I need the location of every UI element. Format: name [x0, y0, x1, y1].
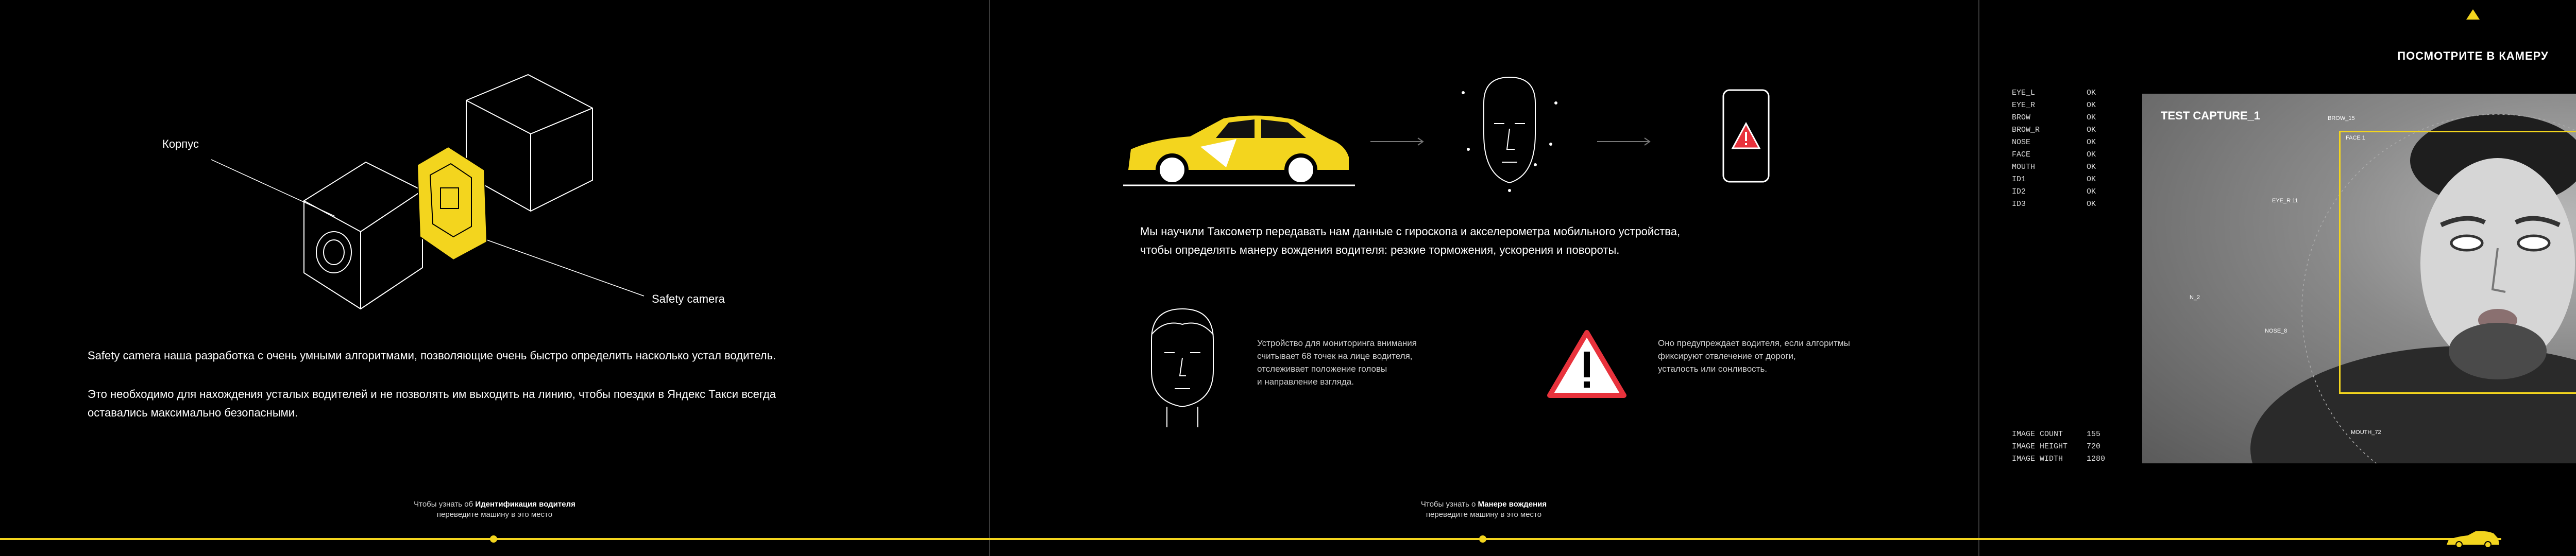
status-row — [2012, 150, 2115, 163]
status-value: OK — [2087, 89, 2096, 97]
status-value: OK — [2087, 113, 2096, 122]
checkpoint-dot[interactable] — [1479, 535, 1486, 543]
footer-hint-bold: Манере вождения — [1478, 500, 1547, 509]
taxi-car-slider-handle[interactable] — [2445, 530, 2501, 548]
footer-hint-driving: Чтобы узнать о Манере вождения переведите машину в это место — [1420, 500, 1547, 519]
status-row — [2012, 101, 2115, 113]
landmark-nose: NOSE_8 — [2265, 328, 2287, 334]
status-key: EYE_L — [2012, 89, 2036, 97]
landmark-eye-r: EYE_R 11 — [2272, 198, 2298, 204]
monitor-text-line2: считывает 68 точек на лице водителя, — [1257, 351, 1413, 361]
status-key: FACE — [2012, 150, 2031, 159]
status-row — [2012, 200, 2115, 212]
stat-key: IMAGE HEIGHT — [2012, 442, 2068, 451]
label-safety-camera: Safety camera — [652, 292, 725, 305]
capture-title: TEST CAPTURE_1 — [2161, 109, 2261, 122]
status-row — [2012, 126, 2115, 138]
stat-row — [2012, 442, 2115, 455]
stat-key: IMAGE WIDTH — [2012, 455, 2063, 463]
status-row — [2012, 163, 2115, 175]
landmark-brow-l: BROW_15 — [2328, 115, 2355, 121]
status-value: OK — [2087, 138, 2096, 147]
status-value: OK — [2087, 126, 2096, 134]
label-body: Корпус — [162, 137, 199, 150]
arrow-icon — [1370, 136, 1427, 147]
monitor-text-line4: и направление взгляда. — [1257, 377, 1354, 387]
progress-track — [0, 538, 2501, 540]
status-key: ID2 — [2012, 187, 2026, 196]
landmark-mouth: MOUTH_72 — [2351, 429, 2381, 436]
phone-warning-icon — [1721, 88, 1772, 185]
status-row — [2012, 138, 2115, 150]
panel-safety-camera — [0, 0, 989, 556]
top-triangle-indicator — [2465, 8, 2481, 21]
stat-row — [2012, 455, 2115, 467]
stat-row — [2012, 430, 2115, 442]
status-value: OK — [2087, 163, 2096, 171]
status-row — [2012, 187, 2115, 200]
purpose-paragraph-line1: Это необходимо для нахождения усталых водителей и не позволять им выходить на линию, чтобы поездки в Яндекс Такси всегда — [88, 388, 776, 401]
gyro-paragraph-line1: Мы научили Таксометр передавать нам данные с гироскопа и акселерометра мобильного устройства, — [1140, 225, 1681, 238]
status-key: ID3 — [2012, 200, 2026, 208]
exploded-camera-illustration — [0, 0, 989, 360]
stat-value: 155 — [2087, 430, 2101, 439]
status-key: ID1 — [2012, 175, 2026, 184]
status-key: BROW — [2012, 113, 2031, 122]
panel-camera-demo — [1978, 0, 2576, 556]
gyro-paragraph-line2: чтобы определять манеру вождения водителя: резкие торможения, ускорения и повороты. — [1140, 244, 1620, 256]
status-list — [2012, 89, 2115, 212]
warning-icon — [1546, 328, 1628, 401]
status-key: EYE_R — [2012, 101, 2036, 110]
status-row — [2012, 175, 2115, 187]
driver-head-icon — [1144, 304, 1221, 432]
camera-title: ПОСМОТРИТЕ В КАМЕРУ — [2397, 49, 2549, 62]
stat-key: IMAGE COUNT — [2012, 430, 2063, 439]
footer-hint-bold: Идентификация водителя — [475, 500, 575, 509]
monitor-text-line3: отслеживает положение головы — [1257, 364, 1387, 374]
taxi-car-illustration — [1123, 108, 1355, 190]
face-landmarks-icon — [1458, 72, 1561, 196]
status-value: OK — [2087, 150, 2096, 159]
landmark-face: FACE 1 — [2346, 135, 2365, 141]
camera-capture-frame — [2142, 94, 2576, 463]
checkpoint-dot[interactable] — [490, 535, 497, 543]
stat-value: 720 — [2087, 442, 2101, 451]
status-value: OK — [2087, 187, 2096, 196]
camera-module-part — [417, 147, 487, 260]
purpose-paragraph-line2: оставались максимально безопасными. — [88, 406, 298, 419]
status-key: MOUTH — [2012, 163, 2036, 171]
panel-driving-style — [989, 0, 1978, 556]
status-key: BROW_R — [2012, 126, 2040, 134]
stat-value: 1280 — [2087, 455, 2106, 463]
face-detection-box — [2339, 131, 2576, 394]
arrow-icon — [1597, 136, 1654, 147]
status-value: OK — [2087, 200, 2096, 208]
monitor-text-line1: Устройство для мониторинга внимания — [1257, 338, 1417, 348]
warn-text-line2: фиксируют отвлечение от дороги, — [1658, 351, 1796, 361]
status-row — [2012, 89, 2115, 101]
intro-paragraph: Safety camera наша разработка с очень умными алгоритмами, позволяющие очень быстро определить насколько устал водитель. — [88, 349, 776, 362]
status-row — [2012, 113, 2115, 126]
status-key: NOSE — [2012, 138, 2031, 147]
status-value: OK — [2087, 101, 2096, 110]
warn-text-line1: Оно предупреждает водителя, если алгоритмы — [1658, 338, 1850, 348]
warn-text-line3: усталость или сонливость. — [1658, 364, 1768, 374]
image-stats-list — [2012, 430, 2115, 467]
footer-hint-identification: Чтобы узнать об Идентификация водителя переведите машину в это место — [414, 500, 575, 519]
status-value: OK — [2087, 175, 2096, 184]
landmark-n2: N_2 — [2190, 294, 2200, 301]
